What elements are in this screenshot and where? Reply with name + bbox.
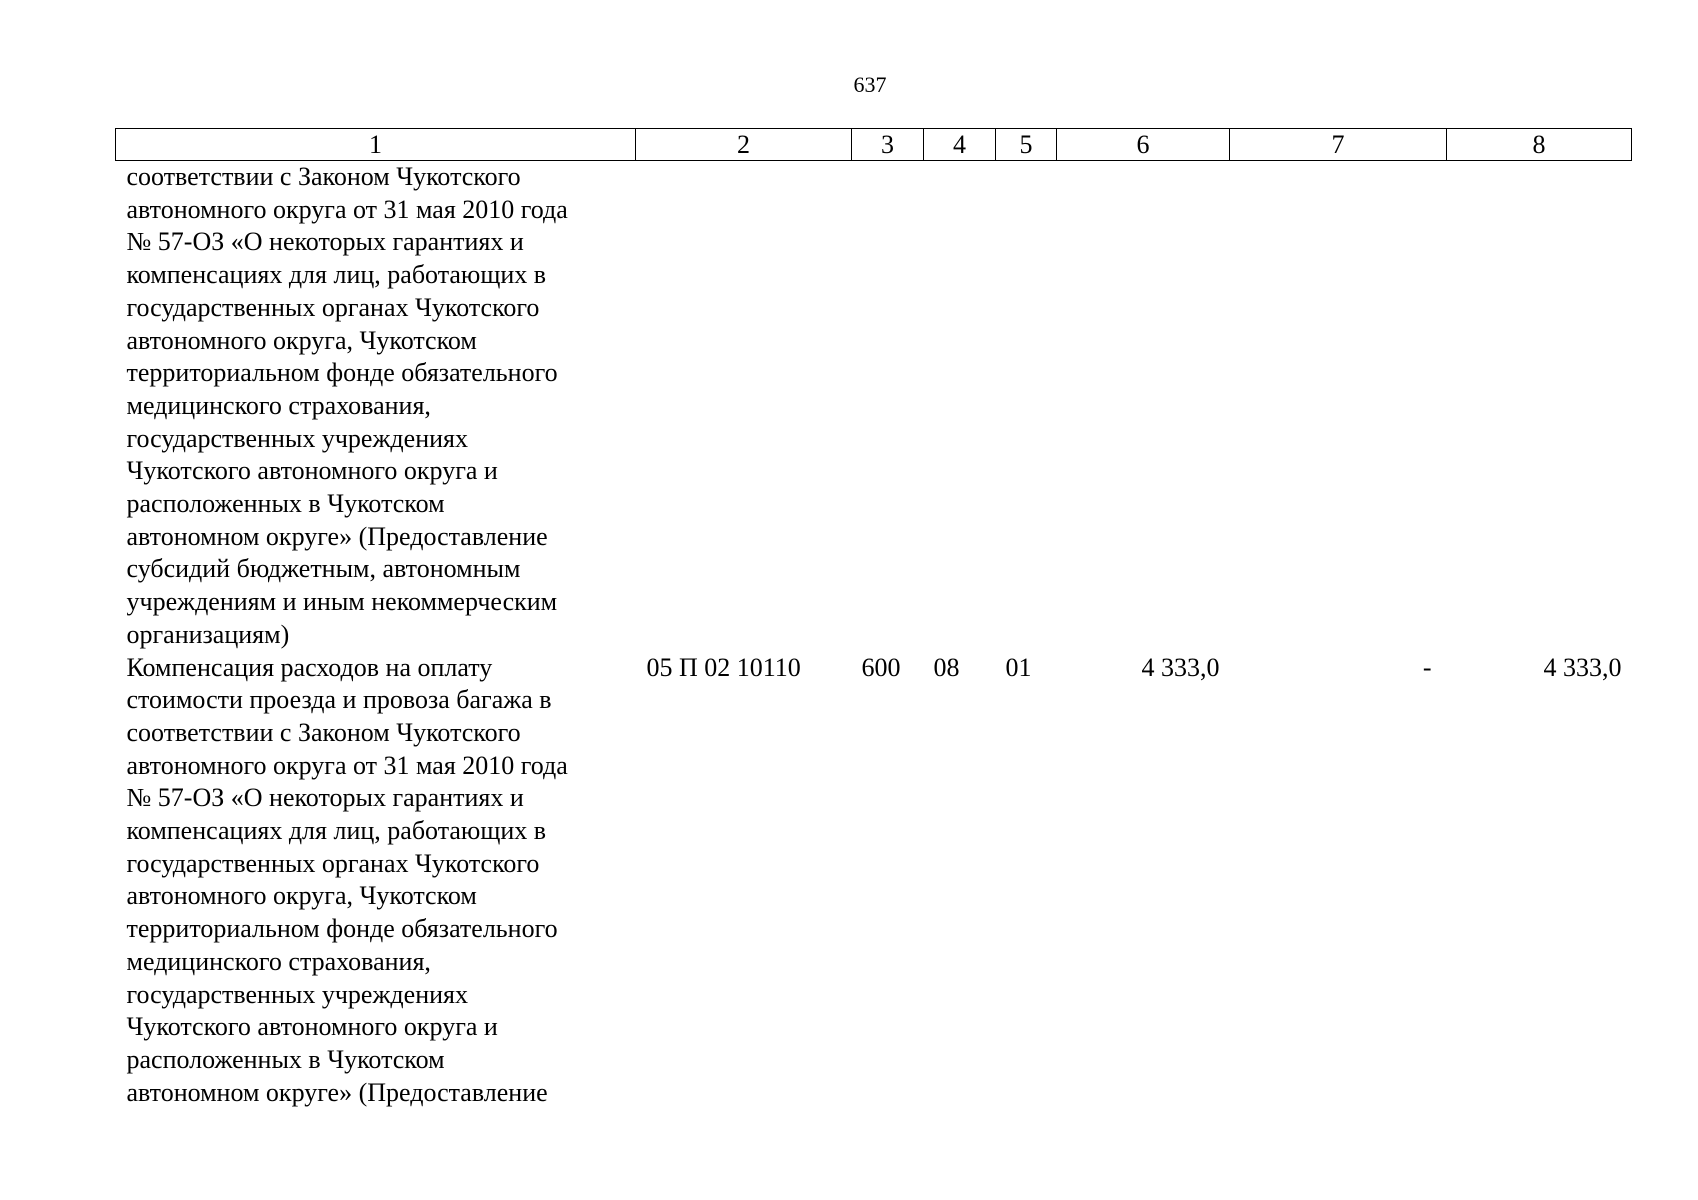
target-article-code: [636, 161, 852, 652]
description-line: автономном округе» (Предоставление: [126, 1077, 548, 1107]
description-line: компенсациях для лиц, работающих в: [126, 260, 547, 290]
description-line: государственных органах Чукотского: [126, 848, 540, 878]
description-line: автономного округа, Чукотском: [126, 325, 477, 355]
column-header-2: 2: [636, 129, 852, 161]
description-line: соответствии с Законом Чукотского: [126, 717, 521, 747]
section-code: [924, 161, 996, 652]
column-header-6: 6: [1057, 129, 1230, 161]
description-line: Чукотского автономного округа и: [126, 456, 498, 486]
column-header-4: 4: [924, 129, 996, 161]
description-line: автономного округа от 31 мая 2010 года: [126, 750, 568, 780]
description-line: субсидий бюджетным, автономным: [126, 554, 521, 584]
column-header-7: 7: [1230, 129, 1447, 161]
description-line: № 57-ОЗ «О некоторых гарантиях и: [126, 227, 524, 257]
description-line: автономного округа от 31 мая 2010 года: [126, 194, 568, 224]
description-line: территориальном фонде обязательного: [126, 358, 558, 388]
budget-table: [115, 128, 1632, 1109]
description-line: № 57-ОЗ «О некоторых гарантиях и: [126, 783, 524, 813]
description-line: организациям): [126, 619, 290, 649]
description-line: расположенных в Чукотском: [126, 489, 445, 519]
amount-col-8: [1447, 161, 1632, 652]
description-line: территориальном фонде обязательного: [126, 914, 558, 944]
expense-type-code: [852, 161, 924, 652]
column-header-8: 8: [1447, 129, 1632, 161]
amount-col-7: -: [1422, 652, 1432, 682]
row-description: [116, 161, 636, 652]
page-number: 637: [853, 72, 887, 97]
description-line: автономном округе» (Предоставление: [126, 521, 548, 551]
table-row: [116, 161, 1632, 652]
row-description: [116, 652, 636, 1110]
description-line: стоимости проезда и провоза багажа в: [126, 685, 552, 715]
description-line: Компенсация расходов на оплату: [126, 652, 493, 682]
column-header-5: 5: [996, 129, 1057, 161]
description-line: государственных учреждениях: [126, 979, 468, 1009]
amount-col-6: 4 333,0: [1141, 652, 1220, 682]
expense-type-code: 600: [861, 652, 901, 682]
description-line: медицинского страхования,: [126, 946, 431, 976]
description-line: медицинского страхования,: [126, 390, 431, 420]
table-header-row: [116, 129, 1632, 161]
description-line: автономного округа, Чукотском: [126, 881, 477, 911]
amount-col-6: [1057, 161, 1230, 652]
description-line: компенсациях для лиц, работающих в: [126, 816, 547, 846]
description-line: соответствии с Законом Чукотского: [126, 162, 521, 191]
column-header-3: 3: [852, 129, 924, 161]
section-code: 08: [933, 652, 960, 682]
description-line: Чукотского автономного округа и: [126, 1012, 498, 1042]
description-line: учреждениям и иным некоммерческим: [126, 587, 558, 617]
amount-col-7: [1230, 161, 1447, 652]
description-line: государственных учреждениях: [126, 423, 468, 453]
table-row: [116, 652, 1632, 1110]
description-line: расположенных в Чукотском: [126, 1044, 445, 1074]
target-article-code: 05 П 02 10110: [646, 652, 801, 682]
subsection-code: 01: [1005, 652, 1032, 682]
description-line: государственных органах Чукотского: [126, 292, 540, 322]
amount-col-8: 4 333,0: [1543, 652, 1622, 682]
column-header-1: 1: [116, 129, 636, 161]
subsection-code: [996, 161, 1057, 652]
